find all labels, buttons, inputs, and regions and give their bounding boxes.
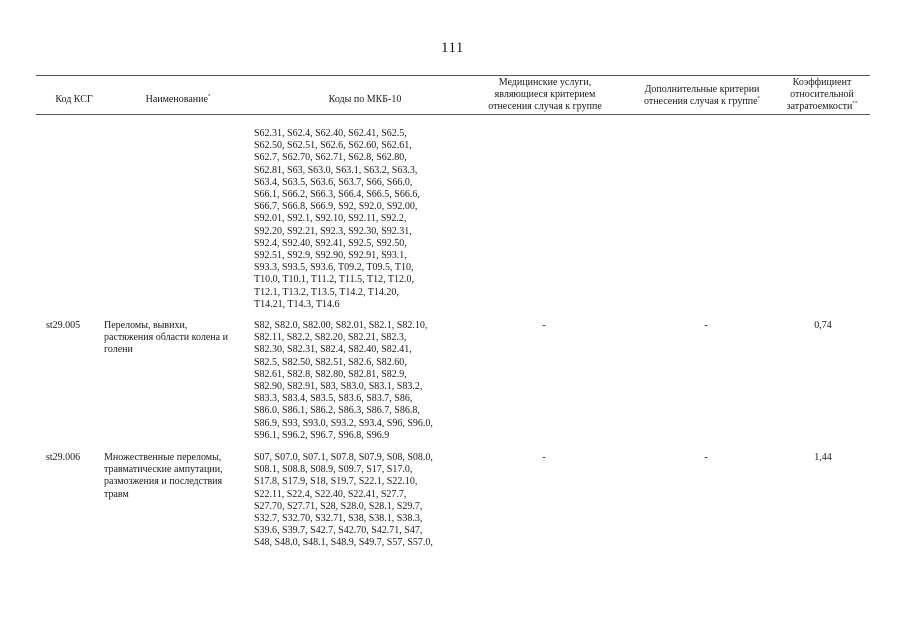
mkb-line: S62.7, S62.70, S62.71, S62.8, S62.80, bbox=[254, 152, 407, 164]
additional-criteria-value: - bbox=[704, 452, 708, 463]
mkb-line: S82, S82.0, S82.00, S82.01, S82.1, S82.10, bbox=[254, 320, 428, 331]
mkb-line: S96.1, S96.2, S96.7, S96.8, S96.9 bbox=[254, 429, 390, 441]
mkb-codes bbox=[254, 452, 476, 550]
group-name-line: Переломы, вывихи, bbox=[104, 320, 188, 331]
mkb-codes bbox=[254, 320, 476, 442]
ksg-code: st29.005 bbox=[46, 320, 81, 331]
mkb-line: S39.6, S39.7, S42.7, S42.70, S42.71, S47, bbox=[254, 525, 423, 537]
header-name-footnote-mark: * bbox=[207, 94, 211, 100]
mkb-line: S86.0, S86.1, S86.2, S86.3, S86.7, S86.8, bbox=[254, 405, 420, 417]
header-criteria-footnote-mark: * bbox=[757, 96, 761, 102]
mkb-line: S92.20, S92.21, S92.3, S92.30, S92.31, bbox=[254, 225, 412, 237]
mkb-line: S82.61, S82.8, S82.80, S82.81, S82.9, bbox=[254, 368, 407, 380]
header-code-label: Код КСГ bbox=[55, 94, 93, 105]
group-name bbox=[104, 452, 250, 501]
header-coefficient bbox=[774, 77, 870, 113]
header-name bbox=[112, 94, 244, 106]
group-name-line: травматические ампутации, bbox=[104, 464, 223, 476]
mkb-line: S92.51, S92.9, S92.90, S92.91, S93.1, bbox=[254, 250, 407, 262]
mkb-line: S82.11, S82.2, S82.20, S82.21, S82.3, bbox=[254, 332, 407, 344]
group-name-line: размозжения и последствия bbox=[104, 476, 223, 488]
mkb-line: S66.7, S66.8, S66.9, S92, S92.0, S92.00, bbox=[254, 201, 418, 213]
table-header-bottom-rule bbox=[36, 114, 870, 115]
mkb-line: S92.01, S92.1, S92.10, S92.11, S92.2, bbox=[254, 213, 407, 225]
header-mkb bbox=[254, 94, 476, 106]
mkb-line: S82.30, S82.31, S82.4, S82.40, S82.41, bbox=[254, 344, 412, 356]
mkb-line: S66.1, S66.2, S66.3, S66.4, S66.5, S66.6, bbox=[254, 189, 420, 201]
mkb-line: S62.50, S62.51, S62.6, S62.60, S62.61, bbox=[254, 140, 412, 152]
mkb-line: S62.81, S63, S63.0, S63.1, S63.2, S63.3, bbox=[254, 164, 418, 176]
header-coefficient-line: Коэффициент bbox=[792, 77, 852, 88]
header-criteria-line: Дополнительные критерии bbox=[644, 84, 760, 95]
mkb-line: S82.5, S82.50, S82.51, S82.6, S82.60, bbox=[254, 356, 407, 368]
mkb-line: S17.8, S17.9, S18, S19.7, S22.1, S22.10, bbox=[254, 476, 418, 488]
mkb-line: S48, S48.0, S48.1, S48.9, S49.7, S57, S57.0, bbox=[254, 537, 433, 549]
header-name-label: Наименование bbox=[145, 94, 208, 105]
ksg-code: st29.006 bbox=[46, 452, 81, 463]
mkb-line: S62.31, S62.4, S62.40, S62.41, S62.5, bbox=[254, 128, 407, 139]
mkb-line: S32.7, S32.70, S32.71, S38, S38.1, S38.3, bbox=[254, 513, 423, 525]
header-services-line: отнесения случая к группе bbox=[488, 101, 602, 112]
mkb-line: T12.1, T13.2, T13.5, T14.2, T14.20, bbox=[254, 286, 399, 298]
coefficient-value: 0,74 bbox=[814, 320, 832, 331]
mkb-line: S07, S07.0, S07.1, S07.8, S07.9, S08, S08.0, bbox=[254, 452, 433, 463]
mkb-line: S08.1, S08.8, S08.9, S09.7, S17, S17.0, bbox=[254, 464, 413, 476]
mkb-line: S83.3, S83.4, S83.5, S83.6, S83.7, S86, bbox=[254, 393, 413, 405]
page-number: 111 bbox=[441, 40, 464, 56]
mkb-line: S93.3, S93.5, S93.6, T09.2, T09.5, T10, bbox=[254, 262, 414, 274]
header-services-line: Медицинские услуги, bbox=[498, 77, 592, 88]
medical-services-value: - bbox=[542, 452, 546, 463]
mkb-line: S82.90, S82.91, S83, S83.0, S83.1, S83.2, bbox=[254, 381, 423, 393]
header-code bbox=[36, 94, 112, 106]
mkb-line: T10.0, T10.1, T11.2, T11.5, T12, T12.0, bbox=[254, 274, 415, 286]
group-name-line: травм bbox=[104, 488, 129, 500]
medical-services-value: - bbox=[542, 320, 546, 331]
group-name bbox=[104, 320, 250, 357]
group-name-line: Множественные переломы, bbox=[104, 452, 222, 463]
group-name-line: голени bbox=[104, 344, 133, 356]
mkb-codes bbox=[254, 128, 476, 311]
group-name-line: растяжения области колена и bbox=[104, 332, 228, 344]
header-services bbox=[456, 77, 634, 113]
mkb-line: S22.11, S22.4, S22.40, S22.41, S27.7, bbox=[254, 488, 407, 500]
table-top-rule bbox=[36, 75, 870, 76]
additional-criteria-value: - bbox=[704, 320, 708, 331]
mkb-line: S27.70, S27.71, S28, S28.0, S28.1, S29.7, bbox=[254, 500, 423, 512]
mkb-line: S86.9, S93, S93.0, S93.2, S93.4, S96, S96.0, bbox=[254, 417, 433, 429]
header-criteria-line: отнесения случая к группе* bbox=[643, 96, 761, 107]
coefficient-value: 1,44 bbox=[814, 452, 832, 463]
header-coefficient-line: относительной bbox=[790, 89, 854, 100]
mkb-line: T14.21, T14.3, T14.6 bbox=[254, 298, 340, 310]
header-mkb-label: Коды по МКБ-10 bbox=[328, 94, 402, 105]
header-coefficient-line: затратоемкости** bbox=[786, 101, 858, 112]
header-coefficient-footnote-mark: ** bbox=[852, 101, 858, 107]
mkb-line: S63.4, S63.5, S63.6, S63.7, S66, S66.0, bbox=[254, 176, 413, 188]
header-services-line: являющиеся критерием bbox=[494, 89, 596, 100]
header-criteria bbox=[628, 84, 776, 108]
mkb-line: S92.4, S92.40, S92.41, S92.5, S92.50, bbox=[254, 237, 407, 249]
